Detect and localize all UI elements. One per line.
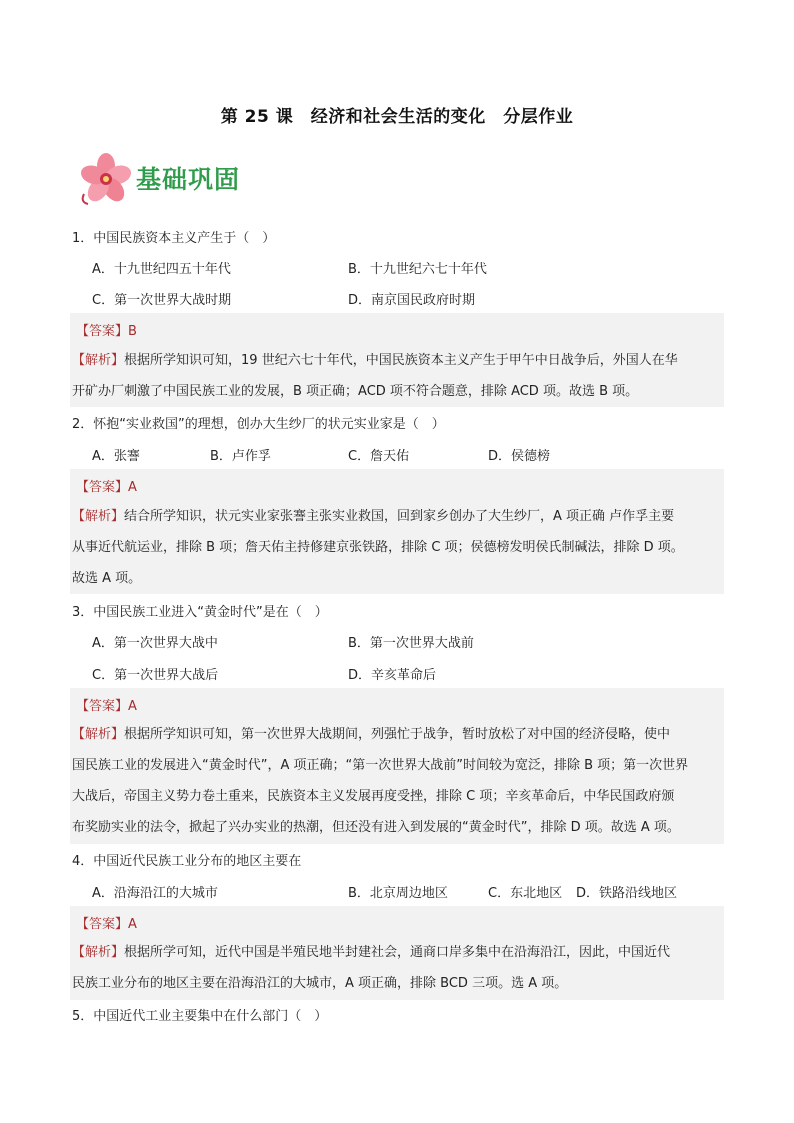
q2-option-a: A．张謇	[92, 449, 140, 464]
q2-answer: 【答案】A	[76, 480, 137, 495]
q2-option-c: C．詹天佑	[348, 449, 410, 464]
q4-option-c: C．东北地区	[488, 886, 563, 901]
q4-option-a: A．沿海沿江的大城市	[92, 886, 218, 901]
q4-option-d: D．铁路沿线地区	[576, 886, 678, 901]
question-1-stem: 1．中国民族资本主义产生于（ ）	[72, 231, 276, 246]
question-2-stem: 2．怀抱“实业救国”的理想，创办大生纱厂的状元实业家是（ ）	[72, 417, 445, 432]
q1-option-d: D．南京国民政府时期	[348, 293, 476, 308]
q2-option-d: D．侯德榜	[488, 449, 551, 464]
q3-analysis: 【解析】根据所学知识可知，第一次世界大战期间，列强忙于战争，暂时放松了对中国的经济侵略，使中 国民族工业的发展进入“黄金时代”，A 项正确；“第一次世界大战前”时间较为宽泛，排除 B 项；第一次世界 大战后，帝国主义势力卷土重来，民族资本主义发展再度受挫，排除 C 项；辛亥革命后，中华民国政府颁 布奖励实业的法令，掀起了兴办实业的热潮，但还没有进入到发展的“黄金时代”，排除 D 项。故选 A 项。	[72, 727, 689, 835]
question-3-stem: 3．中国民族工业进入“黄金时代”是在（ ）	[72, 605, 328, 620]
q1-option-c: C．第一次世界大战时期	[92, 293, 232, 308]
q4-analysis: 【解析】根据所学可知，近代中国是半殖民地半封建社会，通商口岸多集中在沿海沿江，因此，中国近代 民族工业分布的地区主要在沿海沿江的大城市，A 项正确，排除 BCD 三项。选 A 项。	[72, 945, 671, 991]
section-label: 基础巩固	[136, 165, 241, 194]
q4-answer: 【答案】A	[76, 917, 137, 932]
q1-answer: 【答案】B	[76, 324, 137, 339]
flower-icon	[78, 150, 134, 206]
q3-option-d: D．辛亥革命后	[348, 668, 437, 683]
q3-option-c: C．第一次世界大战后	[92, 668, 219, 683]
section-header	[78, 150, 278, 206]
question-5-stem: 5．中国近代工业主要集中在什么部门（ ）	[72, 1009, 328, 1024]
q2-analysis: 【解析】结合所学知识，状元实业家张謇主张实业救国，回到家乡创办了大生纱厂，A 项正确 卢作孚主要 从事近代航运业，排除 B 项；詹天佑主持修建京张铁路，排除 C 项；侯德榜发明侯氏制碱法，排除 D 项。 故选 A 项。	[72, 509, 684, 586]
question-4-stem: 4．中国近代民族工业分布的地区主要在	[72, 854, 302, 869]
page-title: 第 25 课 经济和社会生活的变化 分层作业	[220, 107, 574, 127]
q3-option-b: B．第一次世界大战前	[348, 636, 474, 651]
q1-option-a: A．十九世纪四五十年代	[92, 262, 231, 277]
q4-option-b: B．北京周边地区	[348, 886, 448, 901]
q1-option-b: B．十九世纪六七十年代	[348, 262, 487, 277]
q2-option-b: B．卢作孚	[210, 449, 271, 464]
q3-answer: 【答案】A	[76, 699, 137, 714]
q3-option-a: A．第一次世界大战中	[92, 636, 218, 651]
q1-analysis: 【解析】根据所学知识可知，19 世纪六七十年代，中国民族资本主义产生于甲午中日战争后，外国人在华 开矿办厂刺激了中国民族工业的发展，B 项正确；ACD 项不符合题意，排除 ACD 项。故选 B 项。	[72, 353, 678, 399]
